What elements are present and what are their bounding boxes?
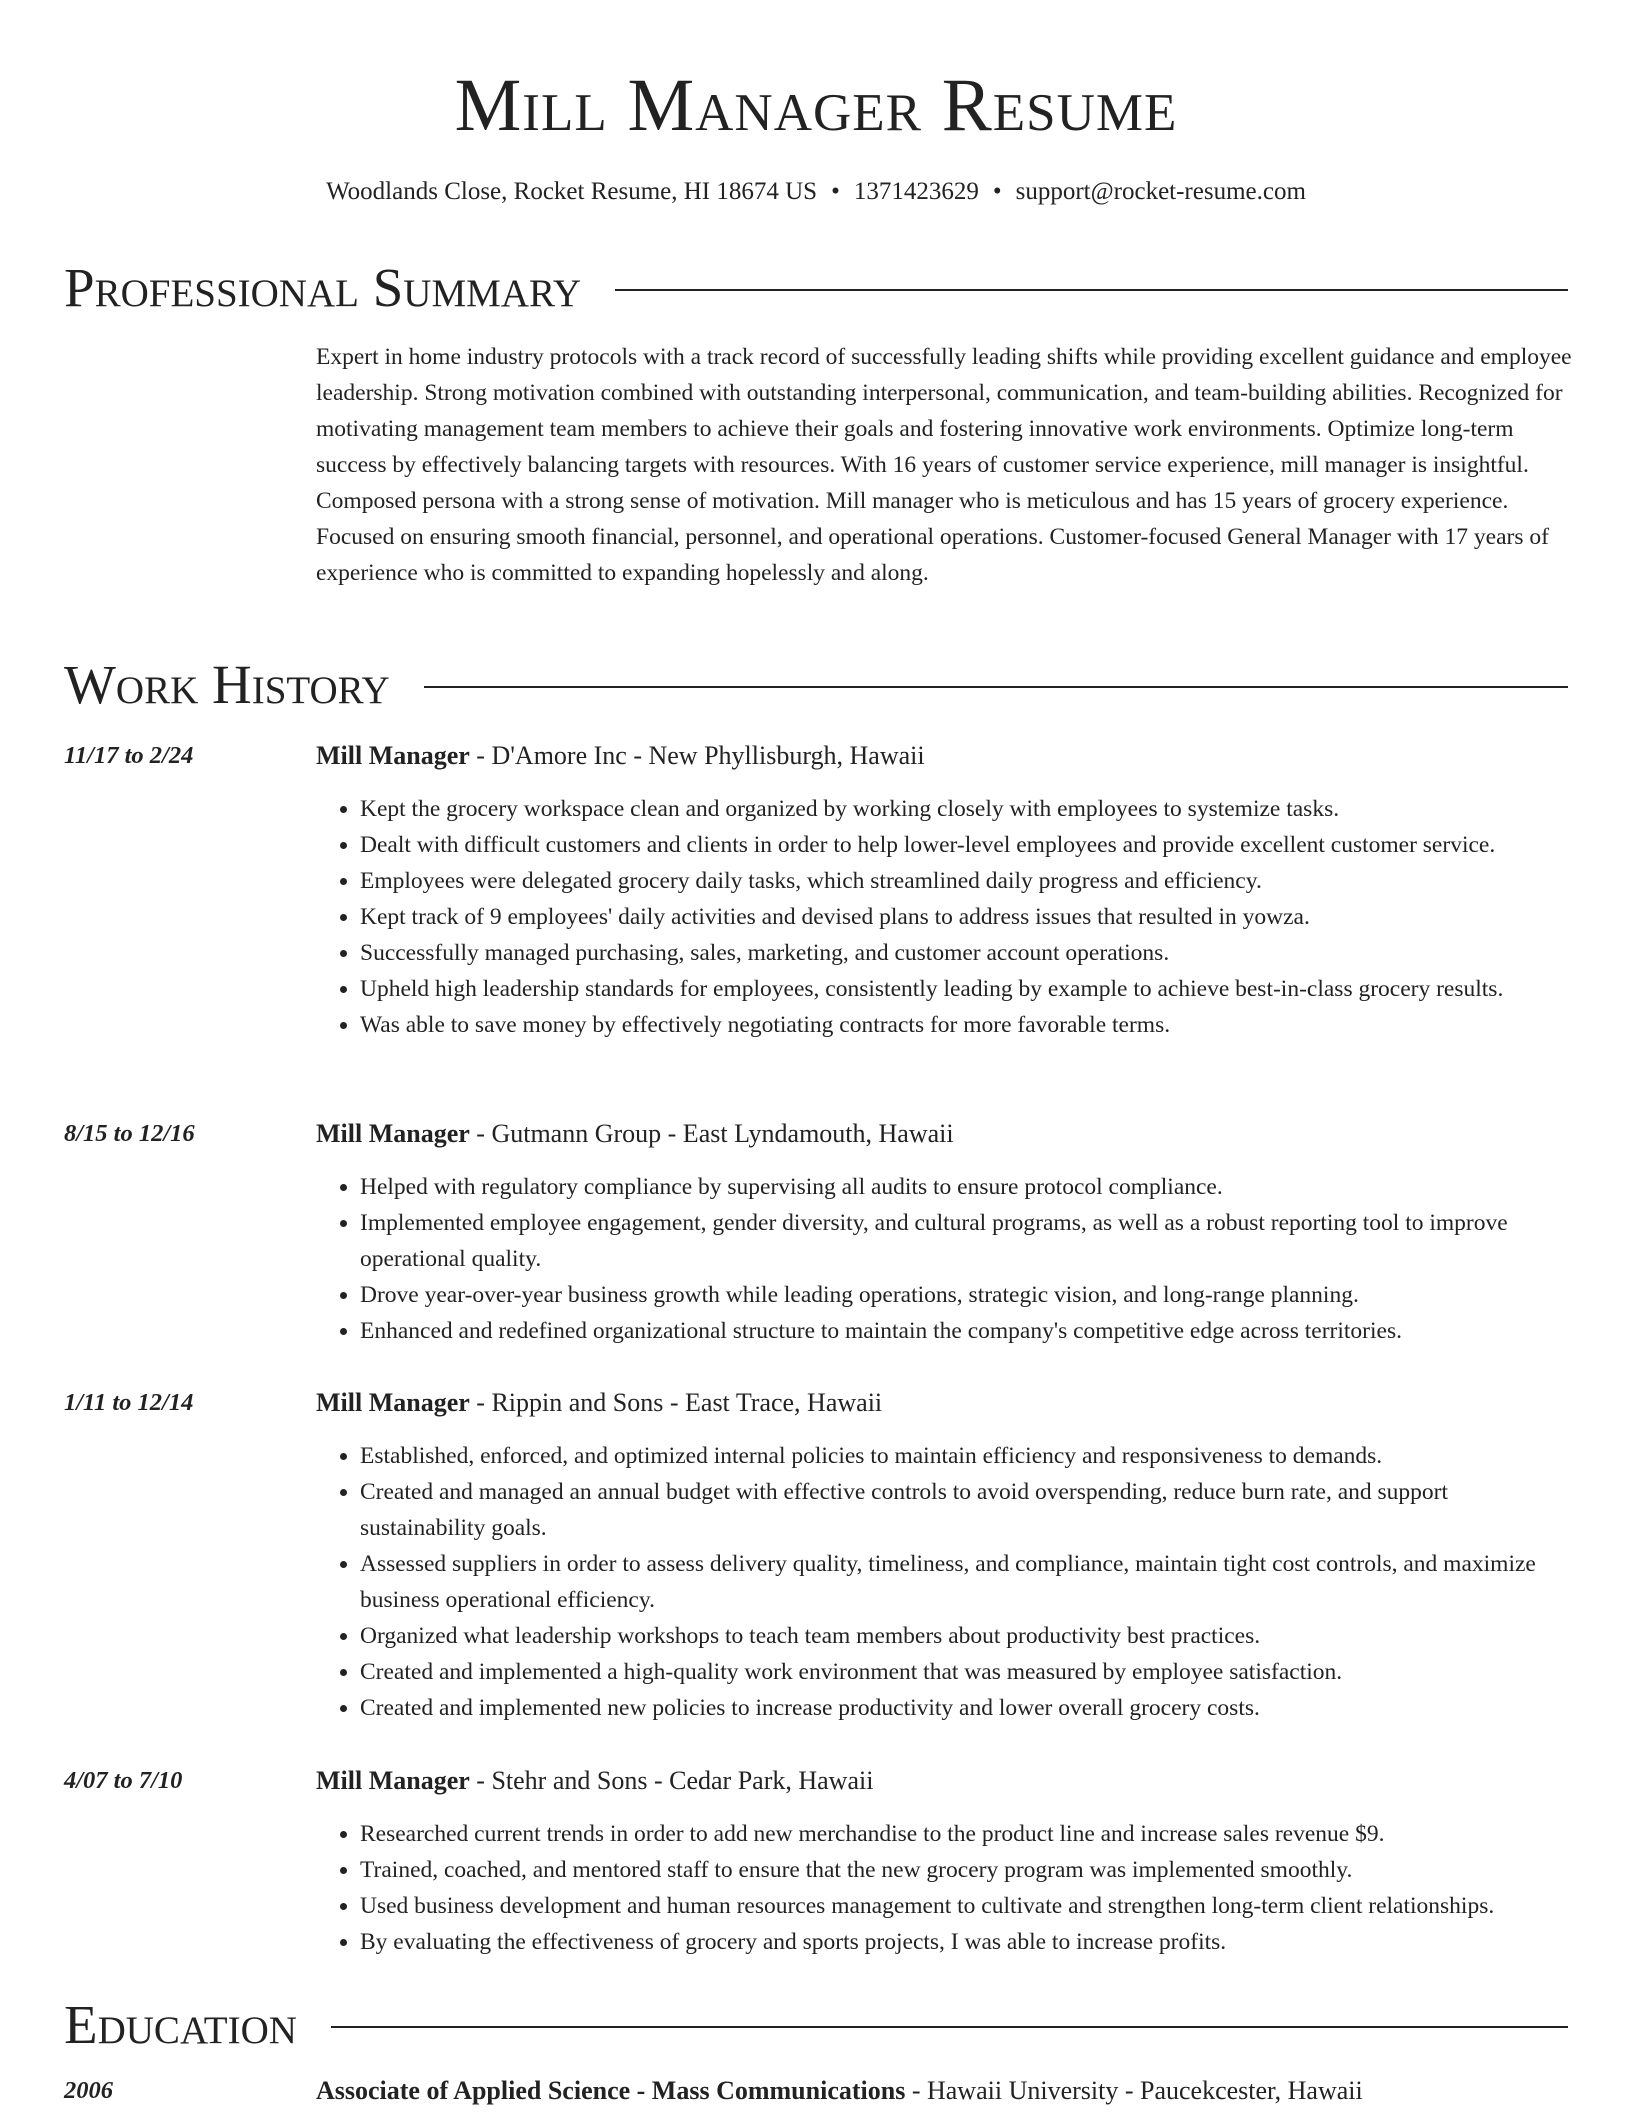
job-bullet: • Used business development and human resources management to cultivate and strengthen long-term client relationships. (360, 1888, 1572, 1924)
summary-text: Expert in home industry protocols with a track record of successfully leading shifts while providing excellent guidance and employee leadership. Strong motivation combined with outstanding interpersonal, communication, and team-building abilities. Recognized for motivating management team members to achieve their goals and fostering innovative work environments. Optimize long-term success by effectively balancing targets with resources. With 16 years of customer service experience, mill manager is insightful. Composed persona with a strong sense of motivation. Mill manager who is meticulous and has 15 years of grocery experience. Focused on ensuring smooth financial, personnel, and operational operations. Customer-focused General Manager with 17 years of experience who is committed to expanding hopelessly and along. (316, 344, 1572, 586)
job-bullet: • Created and implemented new policies to increase productivity and lower overall grocery costs. (360, 1690, 1572, 1726)
section-divider (424, 686, 1568, 688)
section-divider (331, 2026, 1568, 2028)
job-details: - Stehr and Sons - Cedar Park, Hawaii (469, 1766, 874, 1795)
job-bullets (316, 791, 1572, 1043)
education-year: 2006 (64, 2077, 113, 2104)
job-bullet: • Was able to save money by effectively negotiating contracts for more favorable terms. (360, 1007, 1572, 1043)
job-role: Mill Manager (316, 1766, 470, 1795)
job-role: Mill Manager (316, 1119, 470, 1148)
education-heading (316, 2074, 1363, 2108)
job-bullet: • Organized what leadership workshops to teach team members about productivity best practices. (360, 1618, 1572, 1654)
section-header-education (64, 1990, 1568, 2060)
job-role: Mill Manager (316, 1388, 470, 1417)
job-bullets (316, 1816, 1572, 1960)
job-bullet: • Kept the grocery workspace clean and organized by working closely with employees to systemize tasks. (360, 791, 1572, 827)
contact-phone: 1371423629 (853, 178, 979, 205)
job-bullet: • Trained, coached, and mentored staff to ensure that the new grocery program was implemented smoothly. (360, 1852, 1572, 1888)
job-dates: 1/11 to 12/14 (64, 1389, 194, 1416)
resume-title: Mill Manager Resume (454, 64, 1178, 147)
section-divider (615, 289, 1568, 291)
contact-line (0, 175, 1632, 209)
section-title-education: Education (64, 1994, 297, 2055)
job-bullet: • Upheld high leadership standards for employees, consistently leading by example to achieve best-in-class grocery results. (360, 971, 1572, 1007)
job-dates: 11/17 to 2/24 (64, 742, 194, 769)
section-title-work-history: Work History (64, 654, 390, 715)
job-heading (316, 1764, 873, 1798)
job-bullet: • Kept track of 9 employees' daily activities and devised plans to address issues that resulted in yowza. (360, 899, 1572, 935)
education-degree: Associate of Applied Science - Mass Communications (316, 2076, 906, 2105)
contact-separator: • (831, 178, 840, 205)
job-bullets (316, 1438, 1572, 1726)
section-header-work-history (64, 650, 1568, 720)
education-details: - Hawaii University - Paucekcester, Hawaii (905, 2076, 1363, 2105)
job-heading (316, 739, 925, 773)
job-bullet: • Established, enforced, and optimized internal policies to maintain efficiency and responsiveness to demands. (360, 1438, 1572, 1474)
job-bullet: • Helped with regulatory compliance by supervising all audits to ensure protocol compliance. (360, 1169, 1572, 1205)
job-dates: 4/07 to 7/10 (64, 1767, 183, 1794)
job-dates: 8/15 to 12/16 (64, 1120, 195, 1147)
job-role: Mill Manager (316, 741, 470, 770)
job-bullet: • Enhanced and redefined organizational structure to maintain the company's competitive edge across territories. (360, 1313, 1572, 1349)
job-bullet: • Drove year-over-year business growth while leading operations, strategic vision, and long-range planning. (360, 1277, 1572, 1313)
job-details: - Gutmann Group - East Lyndamouth, Hawaii (469, 1119, 954, 1148)
job-bullet: • Assessed suppliers in order to assess delivery quality, timeliness, and compliance, maintain tight cost controls, and maximize business operational efficiency. (360, 1546, 1572, 1618)
contact-separator: • (992, 178, 1002, 205)
job-bullet: • Created and implemented a high-quality work environment that was measured by employee satisfaction. (360, 1654, 1572, 1690)
job-bullet: • By evaluating the effectiveness of grocery and sports projects, I was able to increase profits. (360, 1924, 1572, 1960)
job-details: - D'Amore Inc - New Phyllisburgh, Hawaii (469, 741, 925, 770)
job-bullets (316, 1169, 1572, 1349)
job-bullet: • Created and managed an annual budget with effective controls to avoid overspending, reduce burn rate, and support sustainability goals. (360, 1474, 1572, 1546)
job-bullet: • Researched current trends in order to add new merchandise to the product line and increase sales revenue $9. (360, 1816, 1572, 1852)
job-heading (316, 1117, 954, 1151)
section-header-summary (64, 253, 1568, 323)
job-heading (316, 1386, 882, 1420)
contact-email: support@rocket-resume.com (1015, 178, 1306, 205)
contact-address: Woodlands Close, Rocket Resume, HI 18674 US (326, 178, 818, 205)
section-title-summary: Professional Summary (64, 257, 582, 318)
job-bullet: • Implemented employee engagement, gender diversity, and cultural programs, as well as a robust reporting tool to improve operational quality. (360, 1205, 1572, 1277)
job-bullet: • Employees were delegated grocery daily tasks, which streamlined daily progress and efficiency. (360, 863, 1572, 899)
job-details: - Rippin and Sons - East Trace, Hawaii (469, 1388, 883, 1417)
job-bullet: • Dealt with difficult customers and clients in order to help lower-level employees and provide excellent customer service. (360, 827, 1572, 863)
job-bullet: • Successfully managed purchasing, sales, marketing, and customer account operations. (360, 935, 1572, 971)
